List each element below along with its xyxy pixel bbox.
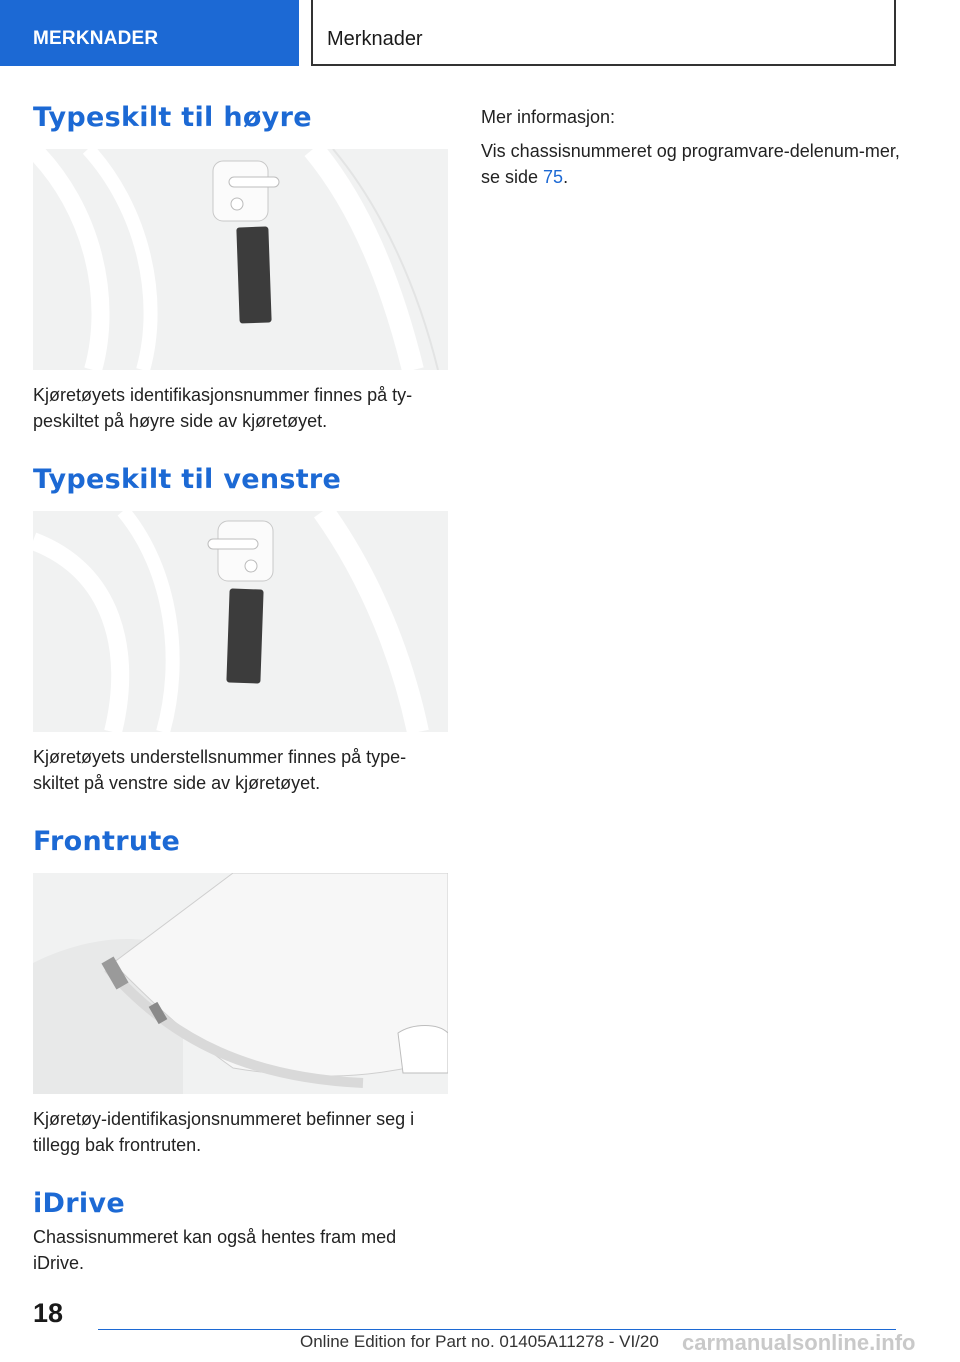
figure-right-plate — [33, 149, 448, 370]
heading-typeskilt-hoyre: Typeskilt til høyre — [33, 102, 312, 133]
text-chassisnummer-body: Vis chassisnummeret og programvare-delenum-mer, se side — [481, 141, 900, 187]
page-link-75[interactable]: 75 — [543, 167, 564, 187]
heading-idrive: iDrive — [33, 1188, 125, 1219]
text-mer-informasjon: Mer informasjon: — [481, 107, 616, 127]
text-idrive: Chassisnummeret kan også hentes fram med iDrive. — [33, 1227, 397, 1273]
text-frontrute: Kjøretøy-identifikasjonsnummeret befinner seg i tillegg bak frontruten. — [33, 1109, 415, 1155]
left-column — [33, 100, 448, 1276]
door-pillar-left-illustration — [33, 511, 448, 732]
right-column — [481, 104, 901, 190]
heading-frontrute: Frontrute — [33, 826, 181, 857]
watermark: carmanualsonline.info — [682, 1330, 916, 1355]
heading-typeskilt-venstre: Typeskilt til venstre — [33, 464, 342, 495]
windshield-illustration — [33, 873, 448, 1094]
text-chassisnummer — [481, 138, 901, 190]
section-tab: MERKNADER — [0, 0, 299, 66]
text-chassisnummer-end: . — [563, 167, 569, 187]
door-pillar-right-illustration — [33, 149, 448, 370]
footer-edition: Online Edition for Part no. 01405A11278 - VI/20 — [300, 1332, 659, 1351]
text-typeskilt-venstre: Kjøretøyets understellsnummer finnes på type-skiltet på venstre side av kjøretøyet. — [33, 747, 407, 793]
chapter-tab: Merknader — [311, 0, 896, 66]
figure-windshield — [33, 873, 448, 1094]
page-number: 18 — [33, 1298, 64, 1328]
figure-left-plate — [33, 511, 448, 732]
text-typeskilt-hoyre: Kjøretøyets identifikasjonsnummer finnes på ty-peskiltet på høyre side av kjøretøyet. — [33, 385, 413, 431]
